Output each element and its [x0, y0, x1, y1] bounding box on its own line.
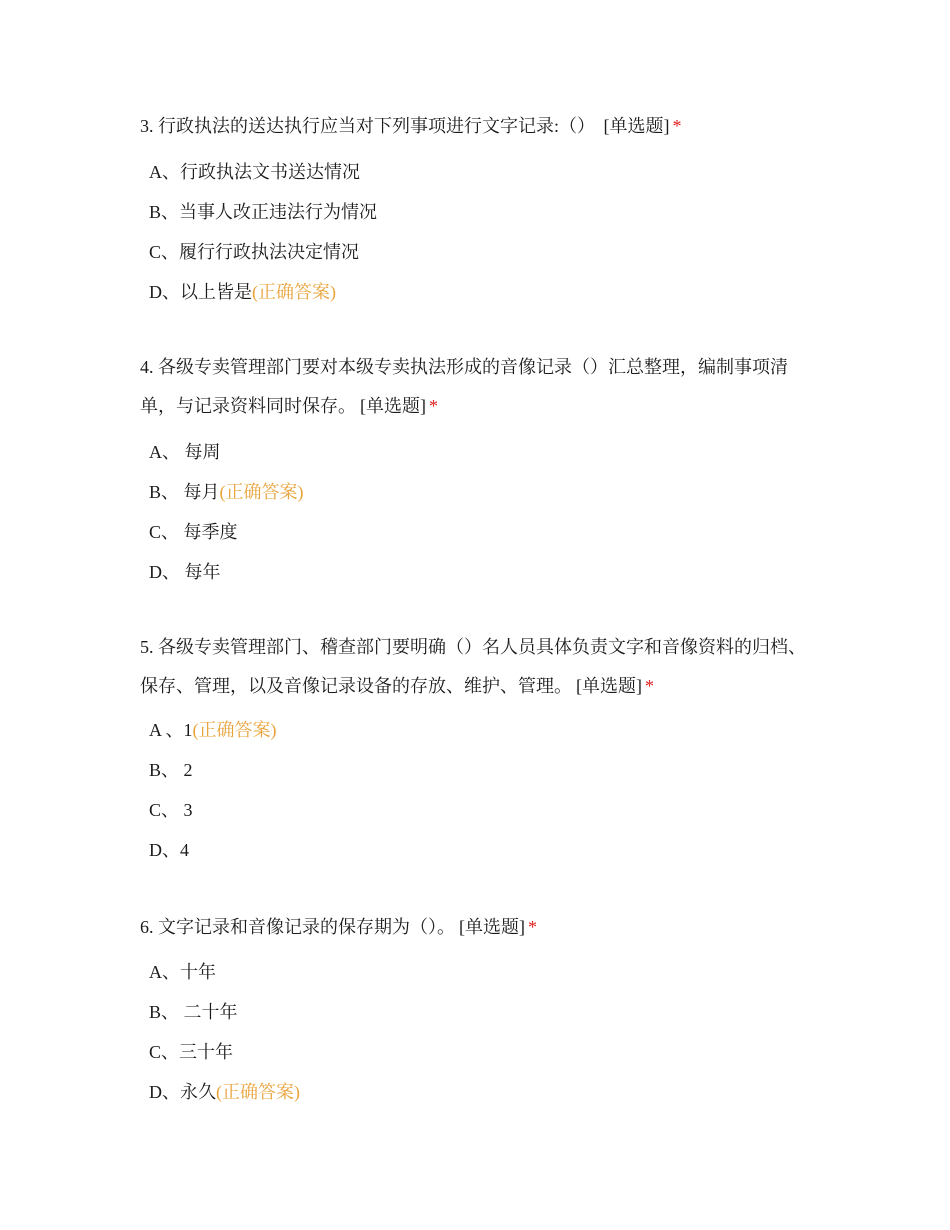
required-mark: *	[429, 396, 438, 416]
option-text: D、 每年	[149, 562, 221, 582]
option-c[interactable]	[140, 790, 820, 830]
question-text: 4. 各级专卖管理部门要对本级专卖执法形成的音像记录（）汇总整理，编制事项清单，与记录资料同时保存。	[140, 357, 788, 416]
question-title	[140, 628, 820, 706]
question-6	[140, 908, 820, 1112]
options-list	[140, 952, 820, 1112]
question-type-tag: [单选题]	[459, 917, 525, 937]
option-text: B、当事人改正违法行为情况	[149, 202, 378, 222]
required-mark: *	[645, 676, 654, 696]
question-text: 3. 行政执法的送达执行应当对下列事项进行文字记录:（）	[140, 116, 600, 136]
option-text: C、 每季度	[149, 522, 238, 542]
option-text: A、 每周	[149, 442, 221, 462]
option-c[interactable]	[140, 512, 820, 552]
correct-answer-note: (正确答案)	[252, 282, 336, 302]
options-list	[140, 152, 820, 312]
option-text: A、行政执法文书送达情况	[149, 162, 360, 182]
option-a[interactable]	[140, 432, 820, 472]
option-text: C、 3	[149, 800, 193, 820]
option-d[interactable]	[140, 1072, 820, 1112]
question-title	[140, 908, 820, 947]
correct-answer-note: (正确答案)	[192, 720, 277, 740]
option-text: C、履行行政执法决定情况	[149, 242, 360, 262]
option-b[interactable]	[140, 472, 820, 512]
option-b[interactable]	[140, 992, 820, 1032]
option-text: D、永久	[149, 1082, 216, 1102]
option-b[interactable]	[140, 192, 820, 232]
question-title	[140, 348, 820, 426]
option-text: A 、1	[149, 720, 193, 740]
question-text: 5. 各级专卖管理部门、稽查部门要明确（）名人员具体负责文字和音像资料的归档、保存、管理，以及音像记录设备的存放、维护、管理。	[140, 637, 806, 696]
question-type-tag: [单选题]	[360, 396, 426, 416]
options-list	[140, 710, 820, 870]
option-text: D、以上皆是	[149, 282, 252, 302]
correct-answer-note: (正确答案)	[219, 482, 304, 502]
option-text: B、 2	[149, 760, 193, 780]
option-a[interactable]	[140, 952, 820, 992]
question-4	[140, 348, 820, 592]
option-a[interactable]	[140, 710, 820, 750]
option-d[interactable]	[140, 272, 820, 312]
required-mark: *	[672, 116, 682, 136]
option-text: B、 每月	[149, 482, 220, 502]
question-title	[140, 107, 820, 146]
option-a[interactable]	[140, 152, 820, 192]
correct-answer-note: (正确答案)	[216, 1082, 300, 1102]
option-c[interactable]	[140, 1032, 820, 1072]
option-text: B、 二十年	[149, 1002, 238, 1022]
question-type-tag: [单选题]	[576, 676, 642, 696]
question-3	[140, 107, 820, 312]
question-text: 6. 文字记录和音像记录的保存期为（）。	[140, 917, 455, 937]
option-c[interactable]	[140, 232, 820, 272]
option-d[interactable]	[140, 830, 820, 870]
option-d[interactable]	[140, 552, 820, 592]
option-text: C、三十年	[149, 1042, 234, 1062]
option-text: D、4	[149, 840, 189, 860]
options-list	[140, 432, 820, 592]
required-mark: *	[528, 917, 537, 937]
question-5	[140, 628, 820, 870]
question-type-tag: [单选题]	[603, 116, 670, 136]
option-b[interactable]	[140, 750, 820, 790]
option-text: A、十年	[149, 962, 216, 982]
